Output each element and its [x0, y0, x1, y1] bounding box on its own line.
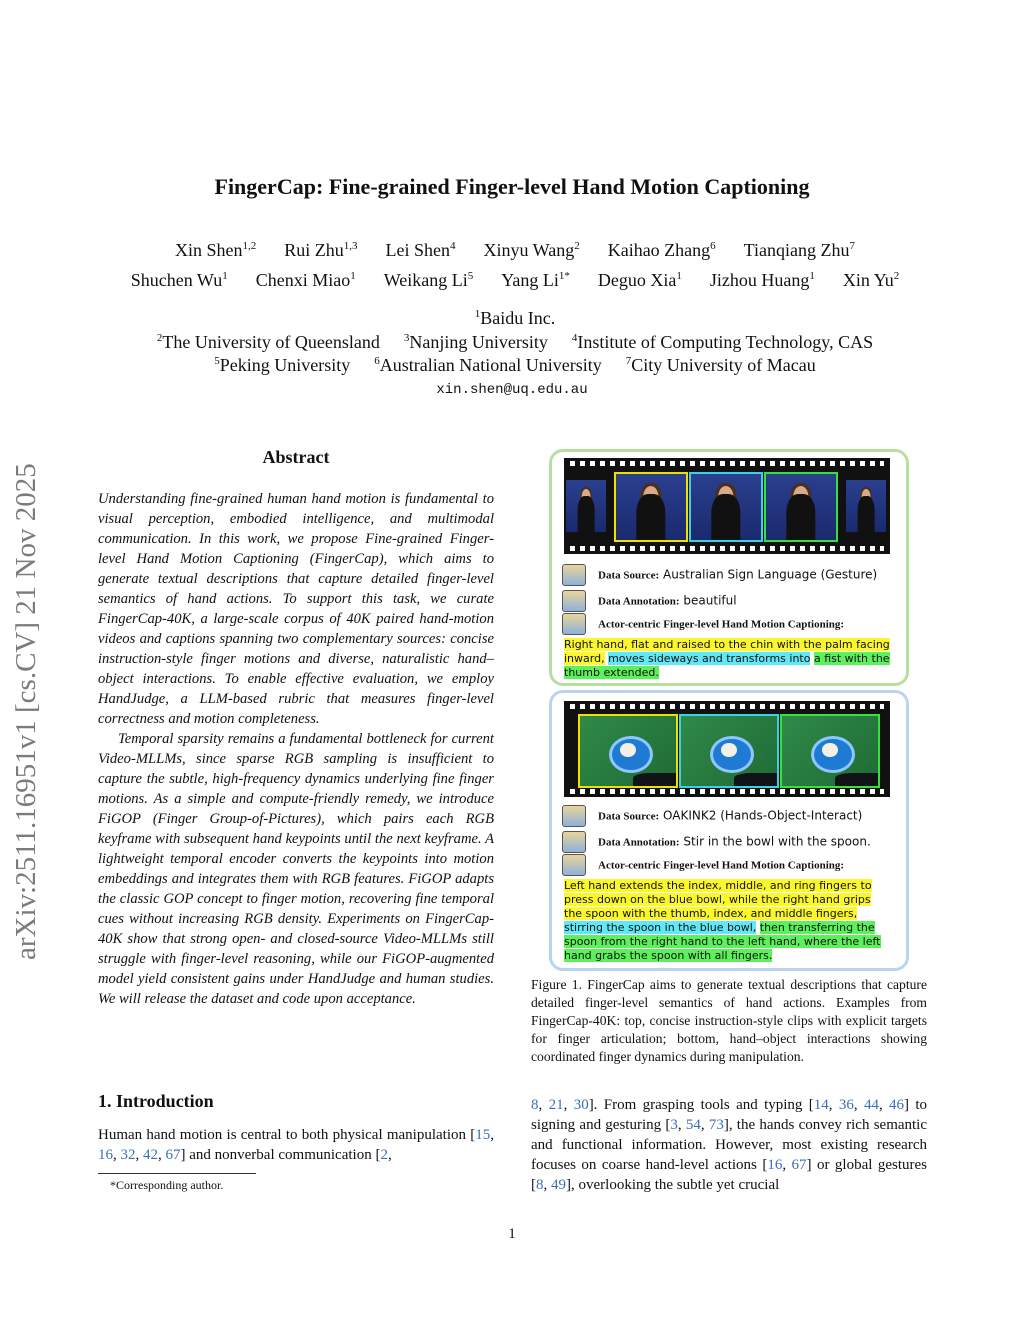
citation-link[interactable]: 16	[98, 1147, 113, 1163]
database-icon	[562, 805, 586, 827]
citation-link[interactable]: 8	[531, 1097, 539, 1113]
author-name: Chenxi Miao$^1$	[255, 270, 356, 290]
filmstrip-top	[564, 458, 890, 554]
abstract-paragraph-2: Temporal sparsity remains a fundamental bottleneck for current Video-MLLMs, since sparse RGB sampling is insufficient to capture the subtle, high-frequency dynamics underlying fine finger motions. As a simple and compute-friendly remedy, we introduce FiGOP (Finger Group-of-Pictures), which pairs each RGB keyframe with subsequent hand keypoints until the next keyframe. A lightweight temporal encoder converts the keypoints into motion embeddings and integrates them with RGB features. FiGOP adapts the classic GOP concept to finger motion, recovering fine temporal cues without increasing RGB density. Experiments on FingerCap-40K show that strong open- and closed-source Video-MLLMs still struggle with finger-level reasoning, while our FiGOP-augmented model yield consistent gains under HandJudge and human studies. We will release the dataset and code upon acceptance.	[98, 731, 494, 1007]
caption-label-row: Actor-centric Finger-level Hand Motion Captioning:	[562, 854, 844, 876]
author-name: Rui Zhu$^{1,3}$	[284, 240, 358, 260]
citation-link[interactable]: 73	[708, 1117, 724, 1133]
affiliation-line-2	[60, 332, 970, 353]
video-frame-keyframe-green	[764, 472, 838, 542]
author-name: Deguo Xia$^1$	[597, 270, 682, 290]
filmstrip-bottom	[564, 701, 890, 797]
affiliation-line-3	[60, 355, 970, 376]
author-email[interactable]: xin.shen@uq.edu.au	[436, 382, 588, 398]
footnote-divider	[98, 1173, 256, 1174]
affiliation: $^7$City University of Macau	[625, 355, 816, 375]
figure-panel-sign-language	[549, 449, 909, 686]
finger-caption-text: Right hand, flat and raised to the chin with the palm facing inward, moves sideways and transforms into a fist with the thumb extended.	[564, 638, 890, 679]
author-name: Kaihao Zhang$^6$	[607, 240, 716, 260]
author-name: Xin Shen$^{1,2}$	[174, 240, 257, 260]
author-name: Yang $Li^{1*}$	[501, 270, 570, 290]
citation-link[interactable]: 3	[670, 1117, 678, 1133]
chart-icon	[562, 613, 586, 635]
caption-label-row: Actor-centric Finger-level Hand Motion Captioning:	[562, 613, 844, 635]
citation-link[interactable]: 16	[767, 1157, 783, 1173]
authors-line-2	[60, 270, 970, 291]
citation-link[interactable]: 54	[685, 1117, 701, 1133]
affiliation: $^6$Australian National University	[374, 355, 602, 375]
finger-caption-text: Left hand extends the index, middle, and ring fingers to press down on the blue bowl, while the right hand grips the spoon with the thumb, index, and middle fingers, stirring the spoon in the blue bowl, then transferring the spoon from the right hand to the left hand, where the left hand grabs the spoon with all fingers.	[564, 879, 881, 962]
intro-paragraph: Human hand motion is central to both physical manipulation [15, 16, 32, 42, 67] and nonverbal communication [2,	[98, 1127, 494, 1163]
footnote-corresponding-author: *Corresponding author.	[110, 1178, 224, 1192]
annotation-icon	[562, 590, 586, 612]
author-name: Weikang Li$^5$	[383, 270, 474, 290]
citation-link[interactable]: 21	[548, 1097, 564, 1113]
author-name: Lei Shen$^4$	[385, 240, 456, 260]
abstract-paragraph-1: Understanding fine-grained human hand motion is fundamental to visual perception, embodied intelligence, and multimodal communication. In this work, we propose Fine-grained Finger-level Hand Motion Captioning (FingerCap), which aims to generate textual descriptions that capture detailed finger-level semantics of hand actions. To support this task, we curate FingerCap-40K, a large-scale corpus of 40K paired hand-motion videos and captions spanning two complementary sources: concise instruction-style finger motions and diverse, naturalistic hand–object interactions. To enable effective evaluation, we employ HandJudge, a LLM-based rubric that measures finger-level correctness and motion completeness.	[98, 491, 494, 727]
data-source-row: Data Source: Australian Sign Language (Gesture)	[562, 564, 877, 586]
affiliation: $^4$Institute of Computing Technology, CAS	[571, 332, 874, 352]
citation-link[interactable]: 67	[165, 1147, 181, 1163]
citation-link[interactable]: 15	[475, 1127, 491, 1143]
video-frame-keyframe-green	[780, 714, 880, 788]
citation-link[interactable]: 32	[120, 1147, 136, 1163]
section-heading-introduction: 1. Introduction	[98, 1091, 214, 1111]
video-frame-keyframe-yellow	[614, 472, 688, 542]
figure-panel-hand-object	[549, 690, 909, 971]
citation-link[interactable]: 42	[143, 1147, 158, 1163]
annotation-icon	[562, 831, 586, 853]
film-perforation	[570, 704, 884, 709]
video-frame-keyframe-cyan	[679, 714, 779, 788]
citation-link[interactable]: 2	[380, 1147, 388, 1163]
author-name: Xinyu Wang$^2$	[483, 240, 580, 260]
citation-link[interactable]: 44	[863, 1097, 879, 1113]
abstract-body	[98, 489, 494, 1009]
affiliation-line-1	[60, 308, 970, 329]
video-frame-keyframe-cyan	[689, 472, 763, 542]
database-icon	[562, 564, 586, 586]
affiliation: $^3$Nanjing University	[403, 332, 548, 352]
author-name: Shuchen Wu$^1$	[130, 270, 228, 290]
author-name: Jizhou Huang$^1$	[709, 270, 815, 290]
citation-link[interactable]: 67	[791, 1157, 807, 1173]
figure-1-caption: Figure 1. FingerCap aims to generate textual descriptions that capture detailed finger-level semantics of hand actions. Examples from FingerCap-40K: top, concise instruction-style clips with explicit targets for finger articulation; bottom, hand–object interactions showing coordinated finger dynamics during manipulation.	[531, 977, 927, 1064]
affiliation: $^2$The University of Queensland	[156, 332, 380, 352]
film-perforation	[570, 789, 884, 794]
arxiv-side-label: arXiv:2511.16951v1 [cs.CV] 21 Nov 2025	[10, 463, 42, 960]
data-annotation-row: Data Annotation: Stir in the bowl with the spoon.	[562, 831, 871, 853]
citation-link[interactable]: 14	[813, 1097, 829, 1113]
film-perforation	[570, 546, 884, 551]
abstract-heading: Abstract	[262, 447, 330, 467]
film-perforation	[570, 461, 884, 466]
data-source-row: Data Source: OAKINK2 (Hands-Object-Interact)	[562, 805, 862, 827]
author-name: Xin Yu$^2$	[842, 270, 900, 290]
affiliation: $^5$Peking University	[214, 355, 351, 375]
data-annotation-row: Data Annotation: beautiful	[562, 590, 737, 612]
chart-icon	[562, 854, 586, 876]
paper-title: FingerCap: Fine-grained Finger-level Hand Motion Captioning	[214, 174, 810, 199]
citation-link[interactable]: 49	[551, 1177, 566, 1193]
video-frame	[846, 480, 886, 532]
right-column-paragraph: 8, 21, 30]. From grasping tools and typing [14, 36, 44, 46] to signing and gesturing [3, 54, 73], the hands convey rich semantic and functional information. However, most existing research focuses on coarse hand-level actions [16, 67] or global gestures [8, 49], overlooking the subtle yet crucial	[531, 1097, 928, 1193]
affiliation: $^1$Baidu Inc.	[474, 308, 556, 328]
citation-link[interactable]: 8	[536, 1177, 544, 1193]
citation-link[interactable]: 36	[838, 1097, 854, 1113]
video-frame-keyframe-yellow	[578, 714, 678, 788]
citation-link[interactable]: 46	[889, 1097, 905, 1113]
author-name: Tianqiang Zhu$^7$	[743, 240, 856, 260]
video-frame	[566, 480, 606, 532]
page-number: 1	[508, 1226, 516, 1242]
authors-line-1	[90, 240, 940, 261]
citation-link[interactable]: 30	[573, 1097, 589, 1113]
